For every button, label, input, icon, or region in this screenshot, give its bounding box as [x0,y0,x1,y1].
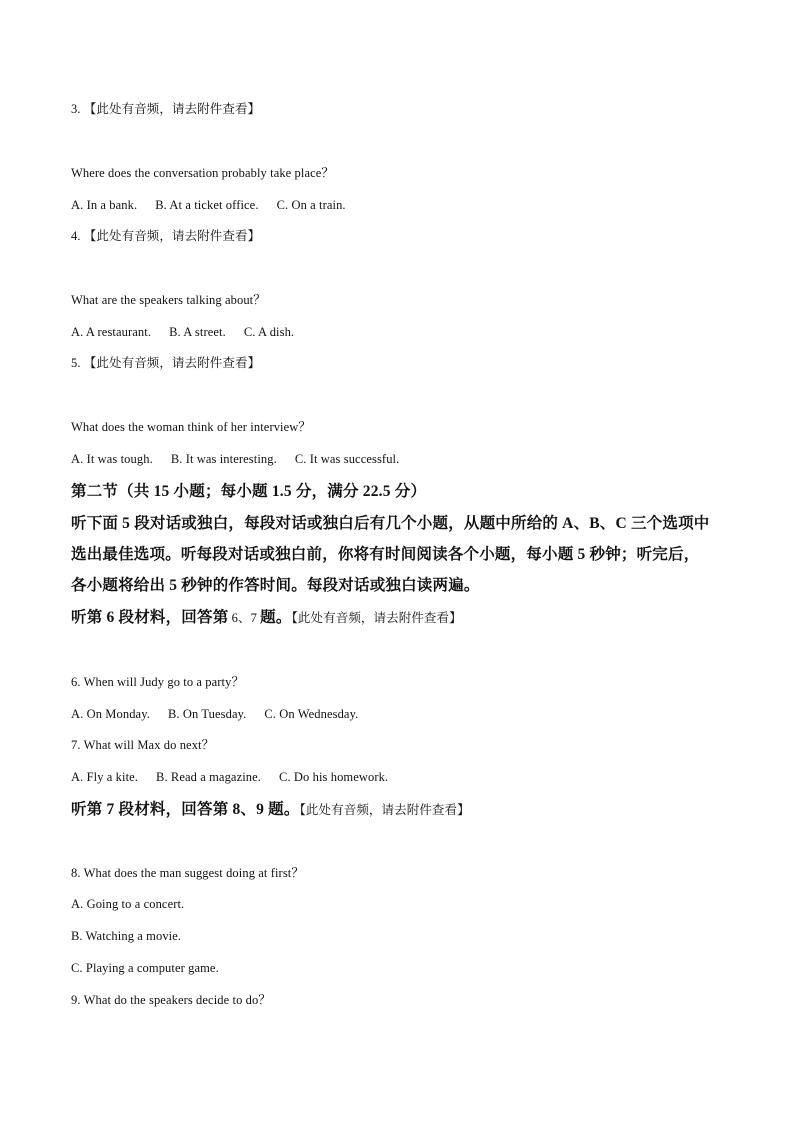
q7-question: 7. What will Max do next？ [71,738,215,752]
q3-audio-note: 3. 【此处有音频，请去附件查看】 [71,102,261,116]
q6-option-a: A. On Monday. [71,707,150,721]
q5-option-a: A. It was tough. [71,452,153,466]
material6-nums: 6、7 [228,611,261,625]
material7-heading [71,802,470,818]
q6-option-c: C. On Wednesday. [264,707,359,721]
q5-option-b: B. It was interesting. [170,452,277,466]
q8-option-b: B. Watching a movie. [71,929,182,943]
q9-question: 9. What do the speakers decide to do？ [71,993,271,1007]
material6-audio-note: 【此处有音频，请去附件查看】 [291,611,462,625]
q8-option-c: C. Playing a computer game. [71,961,219,975]
q3-option-b: B. At a ticket office. [155,198,259,212]
material7-lead: 听第 7 段材料，回答第 8、9 题。 [71,801,300,818]
q4-question: What are the speakers talking about？ [71,293,266,307]
q4-option-a: A. A restaurant. [71,325,152,339]
material6-heading [71,610,462,626]
section2-instructions-line2: 选出最佳选项。听每段对话或独白前，你将有时间阅读各个小题，每小题 5 秒钟；听完后， [71,546,700,563]
section2-instructions-line1: 听下面 5 段对话或独白，每段对话或独白后有几个小题，从题中所给的 A、B、C 三个选项中 [71,515,710,532]
q7-option-c: C. Do his homework. [279,770,389,784]
q3-option-a: A. In a bank. [71,198,138,212]
q4-audio-note: 4. 【此处有音频，请去附件查看】 [71,229,261,243]
q3-question: Where does the conversation probably take place？ [71,166,335,180]
q8-question: 8. What does the man suggest doing at first？ [71,866,304,880]
q5-options [71,453,399,466]
q4-options [71,326,294,339]
q5-audio-note: 5. 【此处有音频，请去附件查看】 [71,356,261,370]
q5-question: What does the woman think of her interview？ [71,420,311,434]
section2-instructions-line3: 各小题将给出 5 秒钟的作答时间。每段对话或独白读两遍。 [71,577,480,594]
q8-option-a: A. Going to a concert. [71,897,185,911]
q3-option-c: C. On a train. [276,198,346,212]
q6-question: 6. When will Judy go to a party？ [71,675,245,689]
q4-option-b: B. A street. [169,325,226,339]
material7-audio-note: 【此处有音频，请去附件查看】 [299,803,470,817]
q7-option-b: B. Read a magazine. [156,770,262,784]
q7-option-a: A. Fly a kite. [71,770,139,784]
q6-options [71,708,358,721]
q5-option-c: C. It was successful. [294,452,400,466]
material6-lead: 听第 6 段材料，回答第 [71,609,229,626]
q3-options [71,199,346,212]
material6-tail: 题。 [260,609,292,626]
q7-options [71,771,388,784]
section2-heading: 第二节（共 15 小题；每小题 1.5 分，满分 22.5 分） [71,483,427,500]
q6-option-b: B. On Tuesday. [167,707,247,721]
q4-option-c: C. A dish. [243,325,295,339]
